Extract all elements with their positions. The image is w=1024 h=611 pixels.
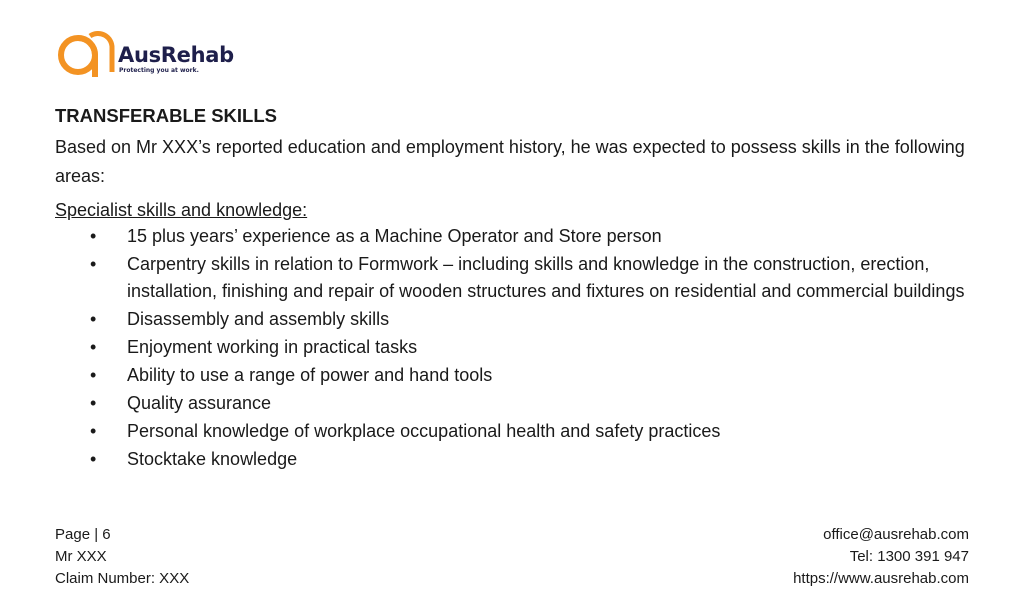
page-number: Page | 6: [55, 526, 111, 543]
contact-phone: Tel: 1300 391 947: [849, 548, 969, 565]
bullet-icon: •: [90, 226, 97, 246]
bullet-icon: •: [90, 254, 97, 274]
skills-list: [55, 223, 970, 473]
list-item: [55, 251, 970, 305]
footer-right: [793, 524, 969, 590]
skill-text: Enjoyment working in practical tasks: [127, 337, 418, 357]
list-item: [55, 446, 970, 473]
bullet-icon: •: [90, 449, 97, 469]
skill-text: 15 plus years’ experience as a Machine Operator and Store person: [127, 226, 662, 246]
client-name: Mr XXX: [55, 548, 107, 565]
skill-text: Quality assurance: [127, 393, 272, 413]
ausrehab-logo-icon: [54, 22, 116, 80]
bullet-icon: •: [90, 309, 97, 329]
list-item: [55, 390, 970, 417]
company-logo: [54, 22, 234, 80]
list-item: [55, 334, 970, 361]
section-title: TRANSFERABLE SKILLS: [55, 105, 277, 126]
list-item: [55, 306, 970, 333]
brand-tagline: Protecting you at work.: [119, 67, 199, 74]
list-item: [55, 362, 970, 389]
list-item: [55, 223, 970, 250]
skill-text: Stocktake knowledge: [127, 449, 298, 469]
footer-left: [55, 524, 189, 590]
document-body: [55, 103, 970, 474]
website-link: https://www.ausrehab.com: [793, 570, 969, 587]
skill-text: Personal knowledge of workplace occupational health and safety practices: [127, 421, 721, 441]
skill-text: Ability to use a range of power and hand tools: [127, 365, 493, 385]
skill-text: Disassembly and assembly skills: [127, 309, 390, 329]
list-item: [55, 418, 970, 445]
skill-text: Carpentry skills in relation to Formwork – including skills and knowledge in the construction, erection, installation, finishing and repair of wooden structures and fixtures on residential and commercial buildings: [127, 254, 965, 301]
intro-paragraph: Based on Mr XXX’s reported education and employment history, he was expected to possess skills in the following areas:: [55, 137, 965, 186]
brand-name: AusRehab: [118, 43, 234, 67]
skills-subheading: Specialist skills and knowledge:: [55, 200, 308, 220]
bullet-icon: •: [90, 421, 97, 441]
claim-number: Claim Number: XXX: [55, 570, 190, 587]
bullet-icon: •: [90, 393, 97, 413]
contact-email: office@ausrehab.com: [823, 526, 969, 543]
bullet-icon: •: [90, 365, 97, 385]
bullet-icon: •: [90, 337, 97, 357]
